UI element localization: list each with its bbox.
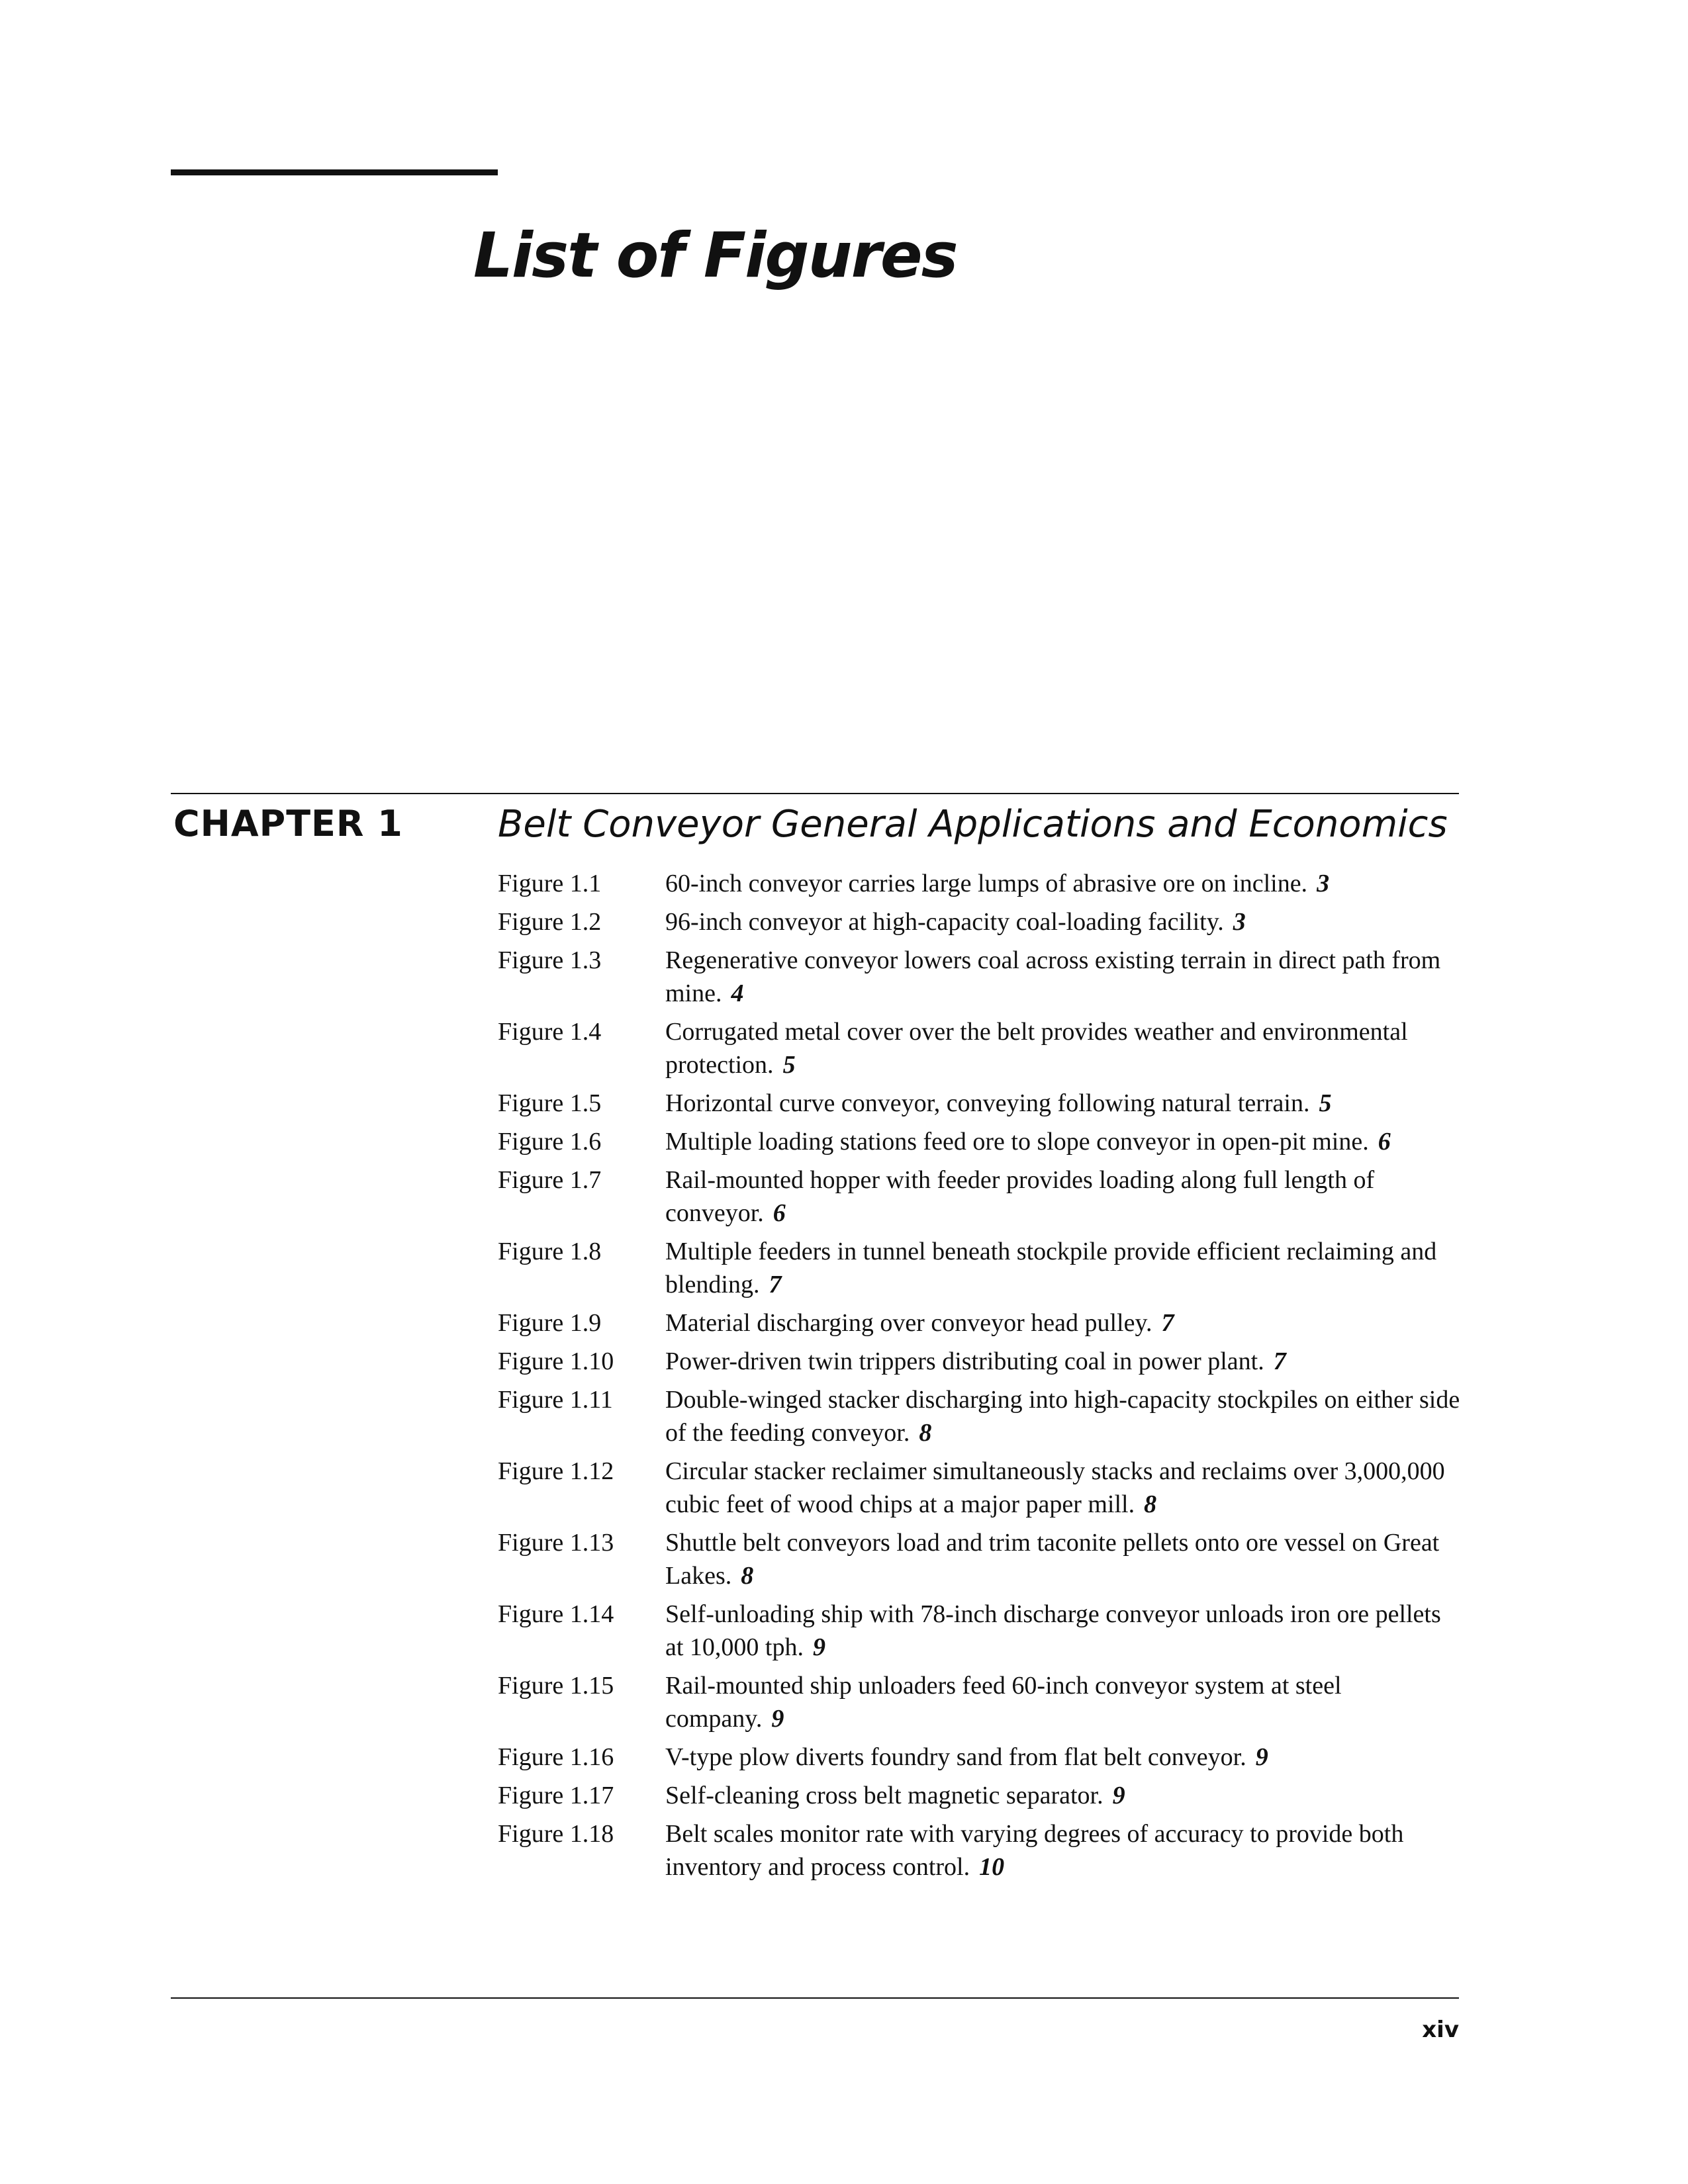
figure-caption: Belt scales monitor rate with varying degrees of accuracy to provide both inventory and process control. xyxy=(665,1820,1404,1881)
figure-caption: Circular stacker reclaimer simultaneously stacks and reclaims over 3,000,000 cubic feet of wood chips at a major paper mill. xyxy=(665,1457,1445,1518)
figure-entry xyxy=(498,1455,1464,1521)
chapter-title: Belt Conveyor General Applications and Economics xyxy=(498,803,1448,846)
figure-page: 4 xyxy=(731,979,744,1007)
figure-caption: Regenerative conveyor lowers coal across existing terrain in direct path from mine. xyxy=(665,946,1441,1007)
figure-page: 9 xyxy=(812,1633,825,1661)
figure-page: 8 xyxy=(919,1419,932,1447)
figure-entry xyxy=(498,1306,1464,1340)
figure-caption: Horizontal curve conveyor, conveying following natural terrain. xyxy=(665,1089,1310,1117)
figure-caption: Power-driven twin trippers distributing coal in power plant. xyxy=(665,1347,1264,1375)
figure-caption: Double-winged stacker discharging into high-capacity stockpiles on either side of the feeding conveyor. xyxy=(665,1386,1460,1447)
figure-caption: 60-inch conveyor carries large lumps of abrasive ore on incline. xyxy=(665,870,1308,897)
figure-number: Figure 1.16 xyxy=(498,1743,614,1771)
figure-entry xyxy=(498,944,1464,1010)
figure-page: 7 xyxy=(1273,1347,1286,1375)
figure-page: 9 xyxy=(1255,1743,1268,1771)
figure-entry xyxy=(498,1125,1464,1158)
figure-entry xyxy=(498,1669,1464,1735)
figure-caption: Multiple feeders in tunnel beneath stockpile provide efficient reclaiming and blending. xyxy=(665,1238,1437,1298)
figure-number: Figure 1.3 xyxy=(498,946,602,974)
figure-caption: Self-unloading ship with 78-inch discharge conveyor unloads iron ore pellets at 10,000 tph. xyxy=(665,1600,1441,1661)
figure-number: Figure 1.4 xyxy=(498,1018,602,1046)
figure-entry xyxy=(498,1163,1464,1230)
figure-caption: Rail-mounted ship unloaders feed 60-inch conveyor system at steel company. xyxy=(665,1672,1342,1733)
figure-number: Figure 1.17 xyxy=(498,1782,614,1809)
figure-page: 7 xyxy=(1161,1309,1174,1337)
figure-number: Figure 1.5 xyxy=(498,1089,602,1117)
figure-caption: Material discharging over conveyor head pulley. xyxy=(665,1309,1152,1337)
figure-page: 8 xyxy=(741,1562,754,1590)
page-title: List of Figures xyxy=(473,220,957,292)
figure-caption: Multiple loading stations feed ore to slope conveyor in open-pit mine. xyxy=(665,1128,1369,1156)
chapter-label: CHAPTER 1 xyxy=(173,803,403,844)
figure-page: 5 xyxy=(782,1051,796,1079)
figure-entry xyxy=(498,1779,1464,1812)
figure-page: 3 xyxy=(1317,870,1330,897)
figure-caption: Rail-mounted hopper with feeder provides loading along full length of conveyor. xyxy=(665,1166,1375,1227)
title-rule xyxy=(171,169,498,175)
figure-number: Figure 1.15 xyxy=(498,1672,614,1700)
figure-page: 7 xyxy=(769,1271,782,1298)
figure-number: Figure 1.1 xyxy=(498,870,602,897)
chapter-rule xyxy=(171,793,1459,794)
figure-page: 8 xyxy=(1144,1490,1157,1518)
page-number: xiv xyxy=(1422,2017,1459,2043)
figure-page: 6 xyxy=(773,1199,786,1227)
footer-rule xyxy=(171,1997,1459,1999)
figure-entry xyxy=(498,1383,1464,1449)
figure-entry xyxy=(498,1345,1464,1378)
figure-caption: Self-cleaning cross belt magnetic separator. xyxy=(665,1782,1103,1809)
figure-caption: 96-inch conveyor at high-capacity coal-loading facility. xyxy=(665,908,1224,936)
figure-page: 9 xyxy=(1112,1782,1125,1809)
figure-entry xyxy=(498,1598,1464,1664)
figure-caption: Corrugated metal cover over the belt provides weather and environmental protection. xyxy=(665,1018,1408,1079)
figure-list xyxy=(498,867,1464,1889)
figure-entry xyxy=(498,1817,1464,1884)
figure-number: Figure 1.12 xyxy=(498,1457,614,1485)
figure-number: Figure 1.13 xyxy=(498,1529,614,1557)
figure-number: Figure 1.11 xyxy=(498,1386,613,1414)
figure-caption: Shuttle belt conveyors load and trim taconite pellets onto ore vessel on Great Lakes. xyxy=(665,1529,1440,1590)
figure-page: 3 xyxy=(1233,908,1246,936)
figure-number: Figure 1.10 xyxy=(498,1347,614,1375)
figure-number: Figure 1.2 xyxy=(498,908,602,936)
figure-page: 6 xyxy=(1378,1128,1391,1156)
figure-number: Figure 1.14 xyxy=(498,1600,614,1628)
figure-page: 5 xyxy=(1319,1089,1332,1117)
figure-entry xyxy=(498,1235,1464,1301)
figure-entry xyxy=(498,1741,1464,1774)
figure-entry xyxy=(498,1015,1464,1081)
figure-entry xyxy=(498,1526,1464,1592)
figure-number: Figure 1.6 xyxy=(498,1128,602,1156)
figure-entry xyxy=(498,905,1464,938)
figure-page: 10 xyxy=(979,1853,1005,1881)
figure-entry xyxy=(498,867,1464,900)
figure-page: 9 xyxy=(771,1705,784,1733)
figure-entry xyxy=(498,1087,1464,1120)
figure-number: Figure 1.7 xyxy=(498,1166,602,1194)
figure-number: Figure 1.9 xyxy=(498,1309,602,1337)
figure-number: Figure 1.8 xyxy=(498,1238,602,1265)
figure-number: Figure 1.18 xyxy=(498,1820,614,1848)
figure-caption: V-type plow diverts foundry sand from flat belt conveyor. xyxy=(665,1743,1246,1771)
